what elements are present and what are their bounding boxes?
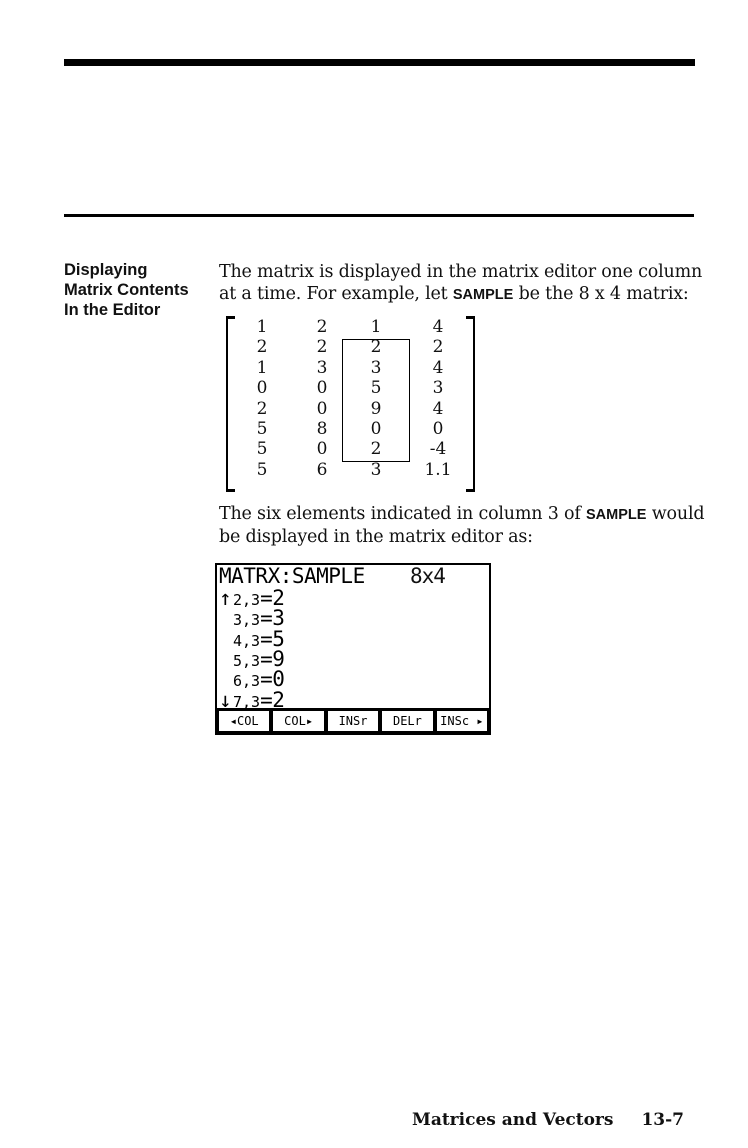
element-index: 7,3 [233,692,261,711]
element-value: =2 [260,586,285,610]
screen-dimensions: 8x4 [410,564,445,588]
matrix-right-bracket [466,316,475,492]
matrix-cell: 5 [256,459,268,480]
intro-line-1: The matrix is displayed in the matrix editor one column [219,262,703,282]
intro-line-2 [219,283,699,306]
matrix-cell: 8 [316,419,328,439]
followup-text-end: would [646,504,705,524]
matrix-cell: 3 [316,357,328,378]
softkey-2[interactable]: COL▸ [273,711,323,731]
sample-matrix [222,316,482,492]
matrix-cell: 0 [316,439,328,460]
side-heading [64,260,214,320]
page-footer [412,1110,684,1130]
screen-element-line [219,687,285,713]
side-heading-line-1: Displaying [64,261,148,279]
matrix-cell: 0 [370,419,382,439]
keyword-sample: SAMPLE [585,507,647,523]
intro-paragraph [219,261,703,306]
softkey-4[interactable]: DELr [382,711,432,731]
softkey-1[interactable]: ◂COL [219,711,269,731]
matrix-cell: 9 [370,398,382,419]
matrix-cell: 4 [432,398,444,419]
element-index: 4,3 [233,631,261,650]
element-value: =2 [260,687,285,712]
matrix-cell: 0 [256,378,268,399]
scroll-up-icon: ↑ [219,586,232,610]
top-thick-rule [64,59,695,66]
side-heading-line-3: In the Editor [64,301,161,319]
footer-page-number: 13-7 [641,1110,684,1130]
element-value: =0 [260,667,285,692]
matrix-cell: 4 [432,317,444,337]
matrix-cell: 2 [256,337,268,358]
screen-title: MATRX:SAMPLE [219,564,365,588]
matrix-cell: 3 [370,357,382,378]
intro-text: at a time. For example, let [219,284,453,304]
followup-text: The six elements indicated in column 3 of [219,504,586,524]
matrix-cell: 5 [256,419,268,439]
matrix-cell: 3 [432,378,444,399]
softkey-5[interactable]: INSc ▸ [437,711,487,731]
matrix-cell: 2 [256,398,268,419]
scroll-down-icon: ↓ [219,687,232,712]
element-index: 5,3 [233,651,261,670]
matrix-cell: 0 [316,378,328,399]
keyword-sample: SAMPLE [452,287,514,303]
element-index: 6,3 [233,672,261,691]
element-index: 3,3 [233,611,261,630]
followup-paragraph [219,503,705,548]
element-value: =9 [260,646,285,671]
footer-chapter: Matrices and Vectors [412,1110,614,1130]
matrix-cell: 2 [316,337,328,358]
softkey-3[interactable]: INSr [328,711,378,731]
matrix-cell: 3 [370,459,382,480]
matrix-cell: -4 [429,439,447,460]
element-value: =5 [260,626,285,651]
calculator-screen [215,563,491,735]
matrix-cell: 1.1 [424,459,452,480]
matrix-cell: 0 [432,419,444,439]
matrix-cell: 0 [316,398,328,419]
matrix-cell: 2 [432,337,444,358]
matrix-cell: 4 [432,357,444,378]
matrix-cell: 1 [256,357,268,378]
matrix-cell: 2 [370,439,382,460]
matrix-cell: 1 [256,317,268,337]
matrix-cell: 5 [256,439,268,460]
side-heading-line-2: Matrix Contents [64,281,189,299]
matrix-cell: 2 [316,317,328,337]
matrix-cell: 5 [370,378,382,399]
matrix-cell: 6 [316,459,328,480]
matrix-cell: 1 [370,317,382,337]
element-value: =3 [260,606,285,631]
followup-line-1 [219,503,705,526]
followup-line-2: be displayed in the matrix editor as: [219,527,533,547]
matrix-left-bracket [226,316,235,492]
matrix-cell: 2 [370,337,382,358]
intro-text-end: be the 8 x 4 matrix: [513,284,689,304]
element-index: 2,3 [233,591,261,609]
section-rule [64,214,694,217]
